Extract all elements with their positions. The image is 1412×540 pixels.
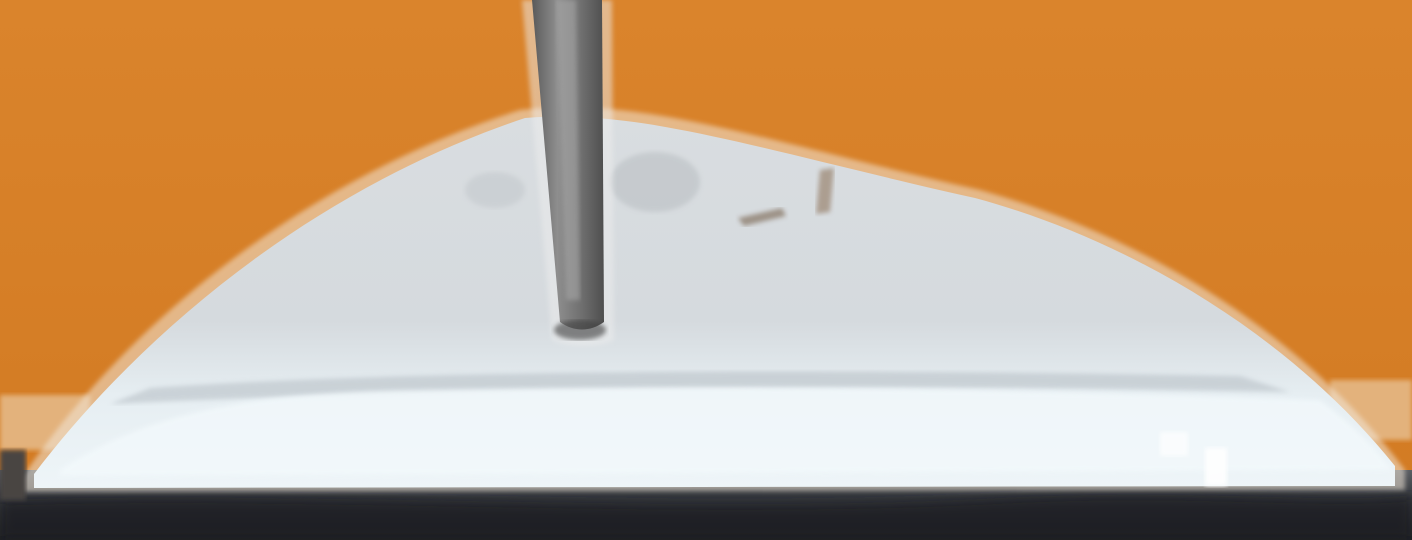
dome-blotch — [610, 152, 700, 212]
dome-base-highlight — [60, 388, 1392, 476]
dome-blotch — [465, 172, 525, 208]
white-speck — [1160, 432, 1188, 456]
rod-tip-shadow — [554, 320, 606, 340]
left-edge-dark — [0, 450, 26, 500]
white-speck — [1205, 448, 1227, 486]
